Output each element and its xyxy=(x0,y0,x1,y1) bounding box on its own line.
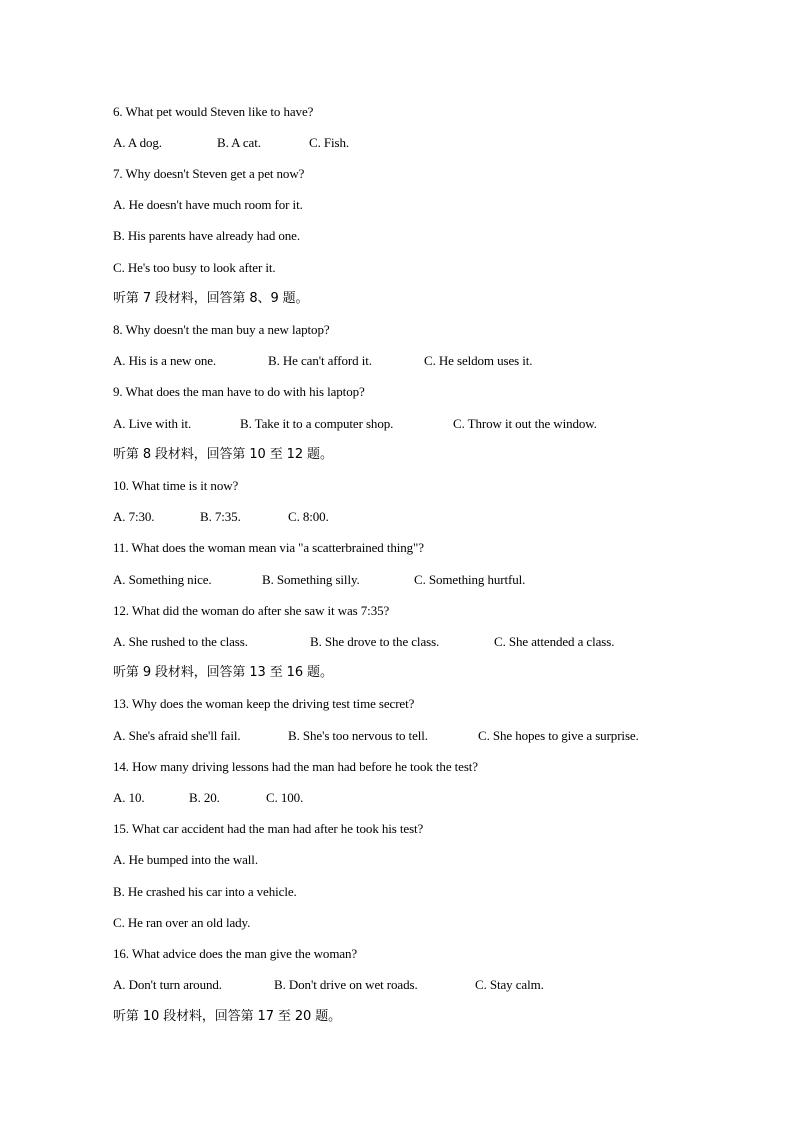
question-11: 11. What does the woman mean via "a scatterbrained thing"? xyxy=(113,540,424,555)
option-c: C. She hopes to give a surprise. xyxy=(478,728,639,743)
option-b: B. Don't drive on wet roads. xyxy=(274,977,418,992)
option-a: A. Live with it. xyxy=(113,416,192,431)
question-16: 16. What advice does the man give the woman? xyxy=(113,946,358,961)
option-a: A. She rushed to the class. xyxy=(113,634,248,649)
option-c: C. She attended a class. xyxy=(494,634,615,649)
option-7b: B. His parents have already had one. xyxy=(113,228,301,243)
option-15c: C. He ran over an old lady. xyxy=(113,915,251,930)
option-b: B. She's too nervous to tell. xyxy=(288,728,428,743)
question-7: 7. Why doesn't Steven get a pet now? xyxy=(113,166,305,181)
option-c: C. Something hurtful. xyxy=(414,572,526,587)
option-b: B. 20. xyxy=(189,790,220,805)
option-b: B. Something silly. xyxy=(262,572,360,587)
question-10: 10. What time is it now? xyxy=(113,478,239,493)
option-a: A. 10. xyxy=(113,790,145,805)
option-b: B. 7:35. xyxy=(200,509,241,524)
section-heading-8: 听第 8 段材料，回答第 10 至 12 题。 xyxy=(113,447,333,462)
option-c: C. Throw it out the window. xyxy=(453,416,597,431)
option-c: C. 8:00. xyxy=(288,509,329,524)
section-heading-10: 听第 10 段材料，回答第 17 至 20 题。 xyxy=(113,1009,342,1024)
option-a: A. Don't turn around. xyxy=(113,977,222,992)
question-9: 9. What does the man have to do with his laptop? xyxy=(113,384,365,399)
option-a: A. His is a new one. xyxy=(113,353,217,368)
option-b: B. He can't afford it. xyxy=(268,353,372,368)
option-a: A. A dog. xyxy=(113,135,162,150)
option-15b: B. He crashed his car into a vehicle. xyxy=(113,884,297,899)
option-7a: A. He doesn't have much room for it. xyxy=(113,197,303,212)
question-6: 6. What pet would Steven like to have? xyxy=(113,104,314,119)
option-7c: C. He's too busy to look after it. xyxy=(113,260,276,275)
question-12: 12. What did the woman do after she saw it was 7:35? xyxy=(113,603,390,618)
option-a: A. She's afraid she'll fail. xyxy=(113,728,241,743)
section-heading-7: 听第 7 段材料，回答第 8、9 题。 xyxy=(113,291,309,306)
option-a: A. Something nice. xyxy=(113,572,212,587)
option-c: C. Stay calm. xyxy=(475,977,544,992)
option-b: B. She drove to the class. xyxy=(310,634,440,649)
option-a: A. 7:30. xyxy=(113,509,155,524)
option-c: C. He seldom uses it. xyxy=(424,353,533,368)
question-13: 13. Why does the woman keep the driving test time secret? xyxy=(113,696,415,711)
option-c: C. Fish. xyxy=(309,135,350,150)
question-15: 15. What car accident had the man had after he took his test? xyxy=(113,821,424,836)
option-b: B. A cat. xyxy=(217,135,261,150)
question-8: 8. Why doesn't the man buy a new laptop? xyxy=(113,322,330,337)
option-15a: A. He bumped into the wall. xyxy=(113,852,258,867)
option-c: C. 100. xyxy=(266,790,304,805)
section-heading-9: 听第 9 段材料，回答第 13 至 16 题。 xyxy=(113,665,333,680)
question-14: 14. How many driving lessons had the man had before he took the test? xyxy=(113,759,478,774)
option-b: B. Take it to a computer shop. xyxy=(240,416,394,431)
